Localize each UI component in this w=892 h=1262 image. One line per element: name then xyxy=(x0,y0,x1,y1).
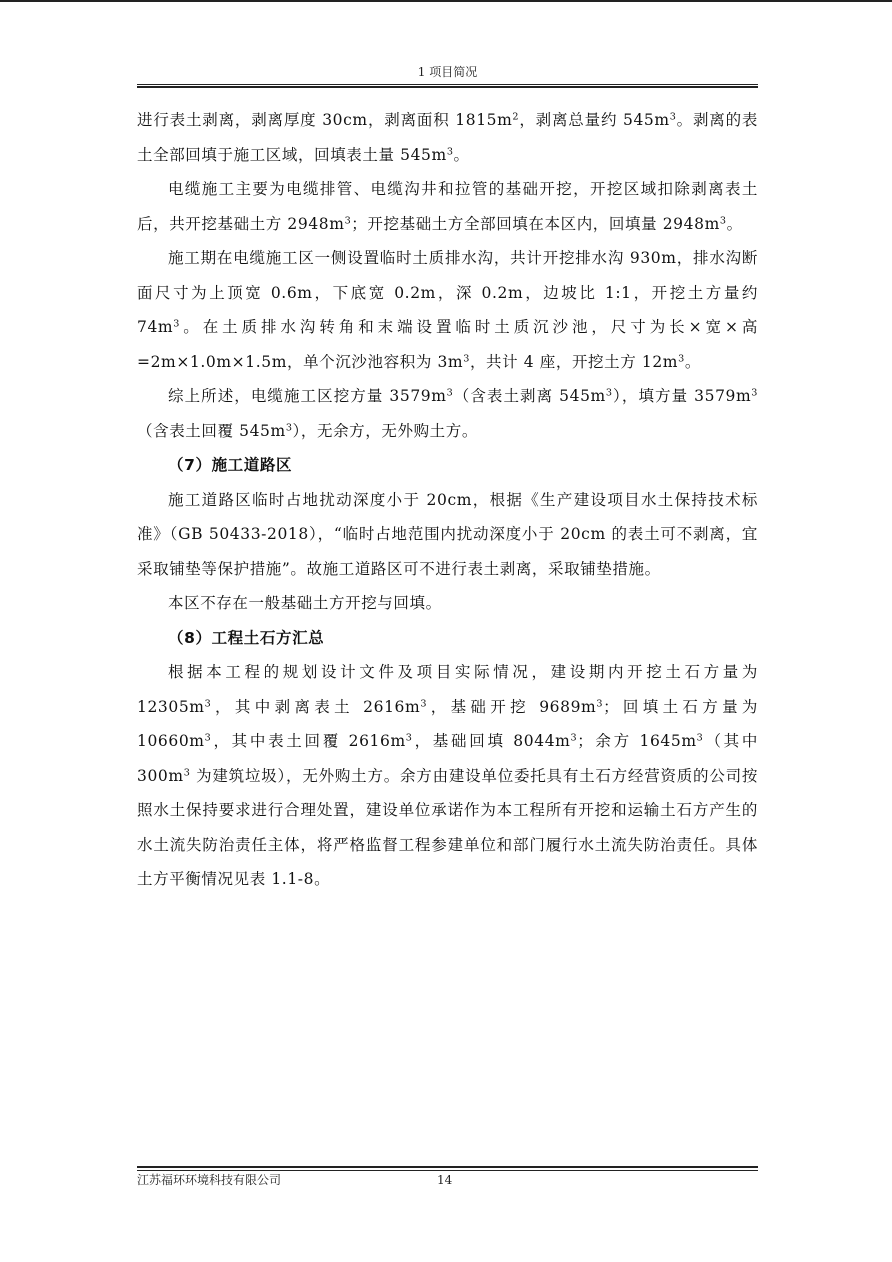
paragraph-topsoil-stripping: 进行表土剥离，剥离厚度 30cm，剥离面积 $1815m^2$，剥离总量约 $545m^3$。剥离的表土全部回填于施工区域，回填表土量 $545m^3$。 xyxy=(137,111,758,164)
document-body xyxy=(137,103,758,897)
paragraph-construction-road: 施工道路区临时占地扰动深度小于 20cm，根据《生产建设项目水土保持技术标准》（GB 50433-2018），“临时占地范围内扰动深度小于 20cm 的表土可不剥离，宜采取铺垫等保护措施”。故施工道路区可不进行表土剥离，采取铺垫措施。 xyxy=(137,490,758,578)
footer-rule-thick xyxy=(137,1166,758,1168)
section-heading-earthwork-summary: （8）工程土石方汇总 xyxy=(168,628,325,647)
page-number: 14 xyxy=(437,1173,453,1187)
section-heading-construction-road: （7）施工道路区 xyxy=(168,456,293,474)
header-rule-thick xyxy=(137,86,758,88)
paragraph-earthwork-summary: 根据本工程的规划设计文件及项目实际情况，建设期内开挖土石方量为 $12305m^3$，其中剥离表土 $2616m^3$，基础开挖 $9689m^3$；回填土石方量为 $10660m^3$，其中表土回覆 $2616m^3$，基础回填 $8044m^3$；余方 $1645m^3$（其中 $300m^3$ 为建筑垃圾），无外购土方。余方由建设单位委托具有土石方经营资质的公司按照水土保持要求进行合理处置，建设单位承诺作为本工程所有开挖和运输土石方产生的水土流失防治责任主体，将严格监督工程参建单位和部门履行水土流失防治责任。具体土方平衡情况见表 1.1-8。 xyxy=(137,663,758,888)
page-header-title: 1 项目简况 xyxy=(417,65,478,79)
paragraph-cable-excavation: 电缆施工主要为电缆排管、电缆沟井和拉管的基础开挖，开挖区域扣除剥离表土后，共开挖基础土方 $2948m^3$；开挖基础土方全部回填在本区内，回填量 $2948m^3$。 xyxy=(137,180,758,233)
page-top-border xyxy=(0,0,892,2)
header-rule xyxy=(137,84,758,85)
footer-company-name: 江苏福环环境科技有限公司 xyxy=(137,1173,282,1187)
paragraph-no-excavation: 本区不存在一般基础土方开挖与回填。 xyxy=(168,594,442,612)
footer-rule xyxy=(137,1170,758,1171)
paragraph-drainage-ditch: 施工期在电缆施工区一侧设置临时土质排水沟，共计开挖排水沟 930m，排水沟断面尺寸为上顶宽 0.6m，下底宽 0.2m，深 0.2m，边坡比 1:1，开挖土方量约 $74m^3$。在土质排水沟转角和末端设置临时土质沉沙池，尺寸为长×宽×高 =2m×1.0m×1.5m，单个沉沙池容积为 $3m^3$，共计 4 座，开挖土方 $12m^3$。 xyxy=(137,249,758,371)
paragraph-cable-summary: 综上所述，电缆施工区挖方量 $3579m^3$（含表土剥离 $545m^3$），填方量 $3579m^3$（含表土回覆 $545m^3$），无余方，无外购土方。 xyxy=(137,387,759,440)
